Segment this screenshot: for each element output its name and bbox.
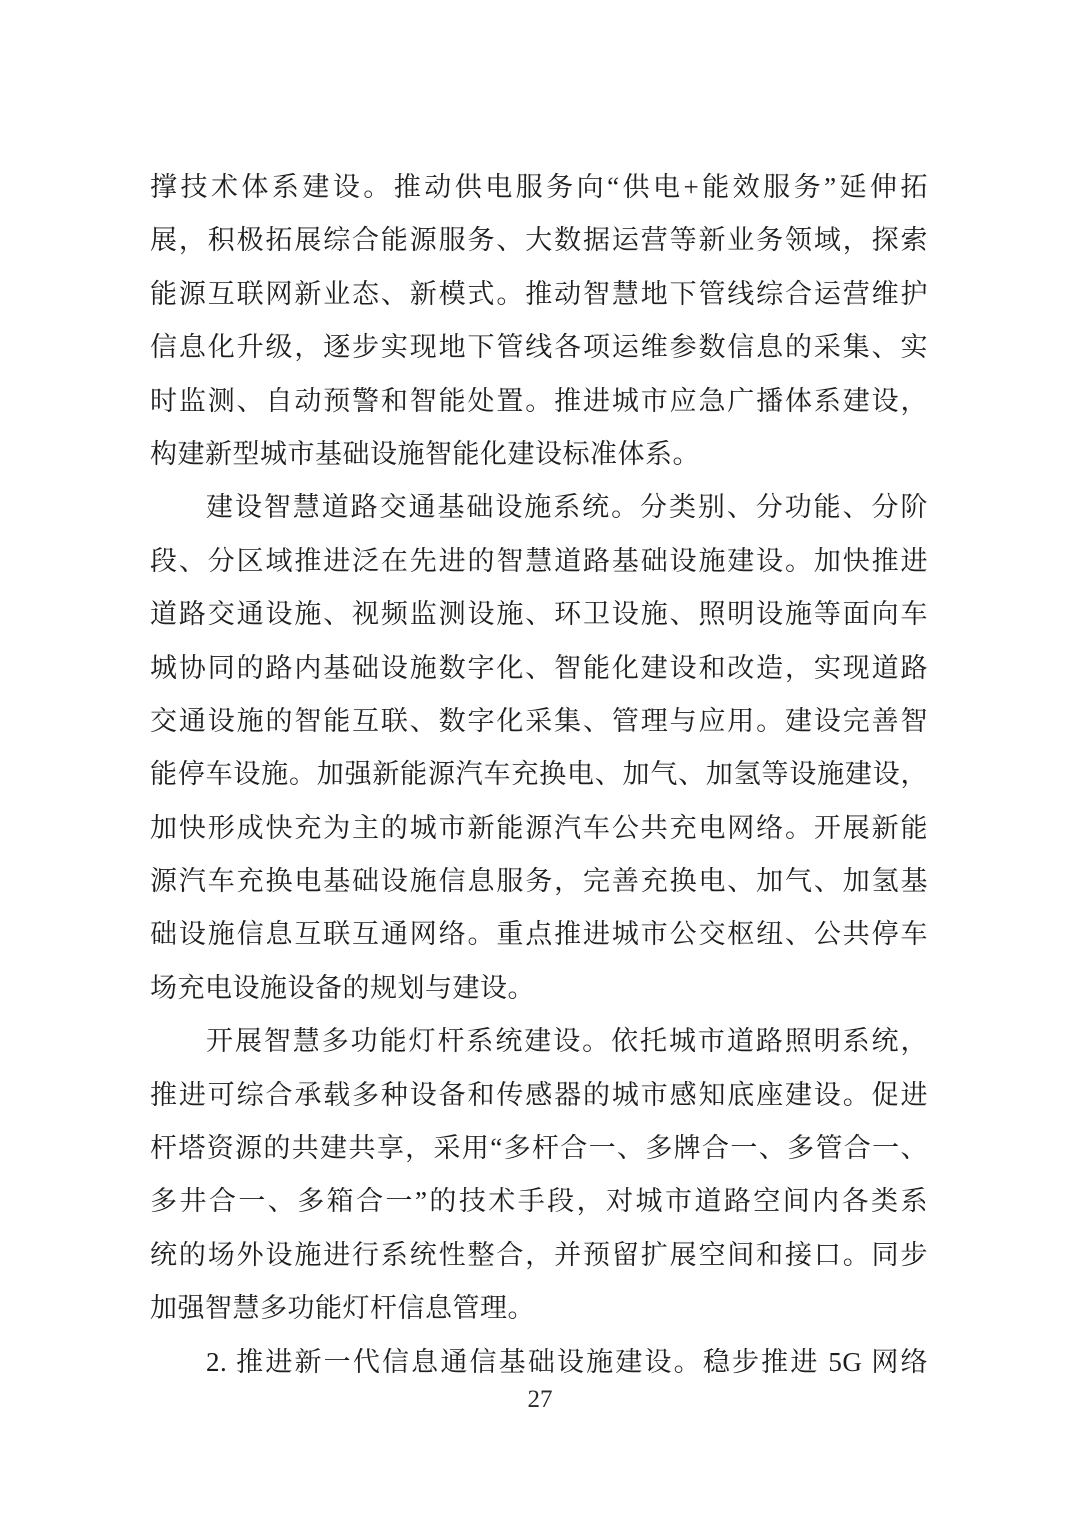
text-line: 统的场外设施进行系统性整合，并预留扩展空间和接口。同步: [150, 1239, 928, 1270]
text-line: 加强智慧多功能灯杆信息管理。: [150, 1293, 535, 1324]
text-line: 城协同的路内基础设施数字化、智能化建设和改造，实现道路: [150, 652, 928, 683]
text-line: 加快形成快充为主的城市新能源汽车公共充电网络。开展新能: [150, 812, 928, 843]
body-text: [150, 161, 928, 1389]
page-number: 27: [527, 1386, 553, 1413]
text-line: 段、分区域推进泛在先进的智慧道路基础设施建设。加快推进: [150, 545, 928, 576]
text-line: 杆塔资源的共建共享，采用“多杆合一、多牌合一、多管合一、: [150, 1133, 928, 1164]
text-line: 道路交通设施、视频监测设施、环卫设施、照明设施等面向车: [150, 599, 928, 630]
text-line: 2. 推进新一代信息通信基础设施建设。稳步推进 5G 网络: [206, 1346, 928, 1377]
text-line: 建设智慧道路交通基础设施系统。分类别、分功能、分阶: [206, 492, 928, 523]
text-line: 推进可综合承载多种设备和传感器的城市感知底座建设。促进: [150, 1079, 928, 1110]
text-line: 构建新型城市基础设施智能化建设标准体系。: [150, 438, 700, 469]
text-line: 交通设施的智能互联、数字化采集、管理与应用。建设完善智: [150, 705, 928, 736]
text-line: 撑技术体系建设。推动供电服务向“供电+能效服务”延伸拓: [150, 172, 928, 202]
text-line: 场充电设施设备的规划与建设。: [150, 972, 535, 1003]
text-line: 能停车设施。加强新能源汽车充换电、加气、加氢等设施建设，: [150, 759, 928, 790]
text-line: 展，积极拓展综合能源服务、大数据运营等新业务领域，探索: [150, 225, 928, 256]
text-line: 开展智慧多功能灯杆系统建设。依托城市道路照明系统，: [206, 1026, 928, 1057]
text-line: 能源互联网新业态、新模式。推动智慧地下管线综合运营维护: [150, 278, 928, 309]
text-line: 源汽车充换电基础设施信息服务，完善充换电、加气、加氢基: [150, 866, 928, 897]
text-line: 础设施信息互联互通网络。重点推进城市公交枢纽、公共停车: [150, 919, 928, 950]
text-line: 时监测、自动预警和智能处置。推进城市应急广播体系建设，: [150, 385, 928, 416]
text-line: 信息化升级，逐步实现地下管线各项运维参数信息的采集、实: [150, 332, 928, 363]
text-line: 多井合一、多箱合一”的技术手段，对城市道路空间内各类系: [150, 1186, 928, 1217]
